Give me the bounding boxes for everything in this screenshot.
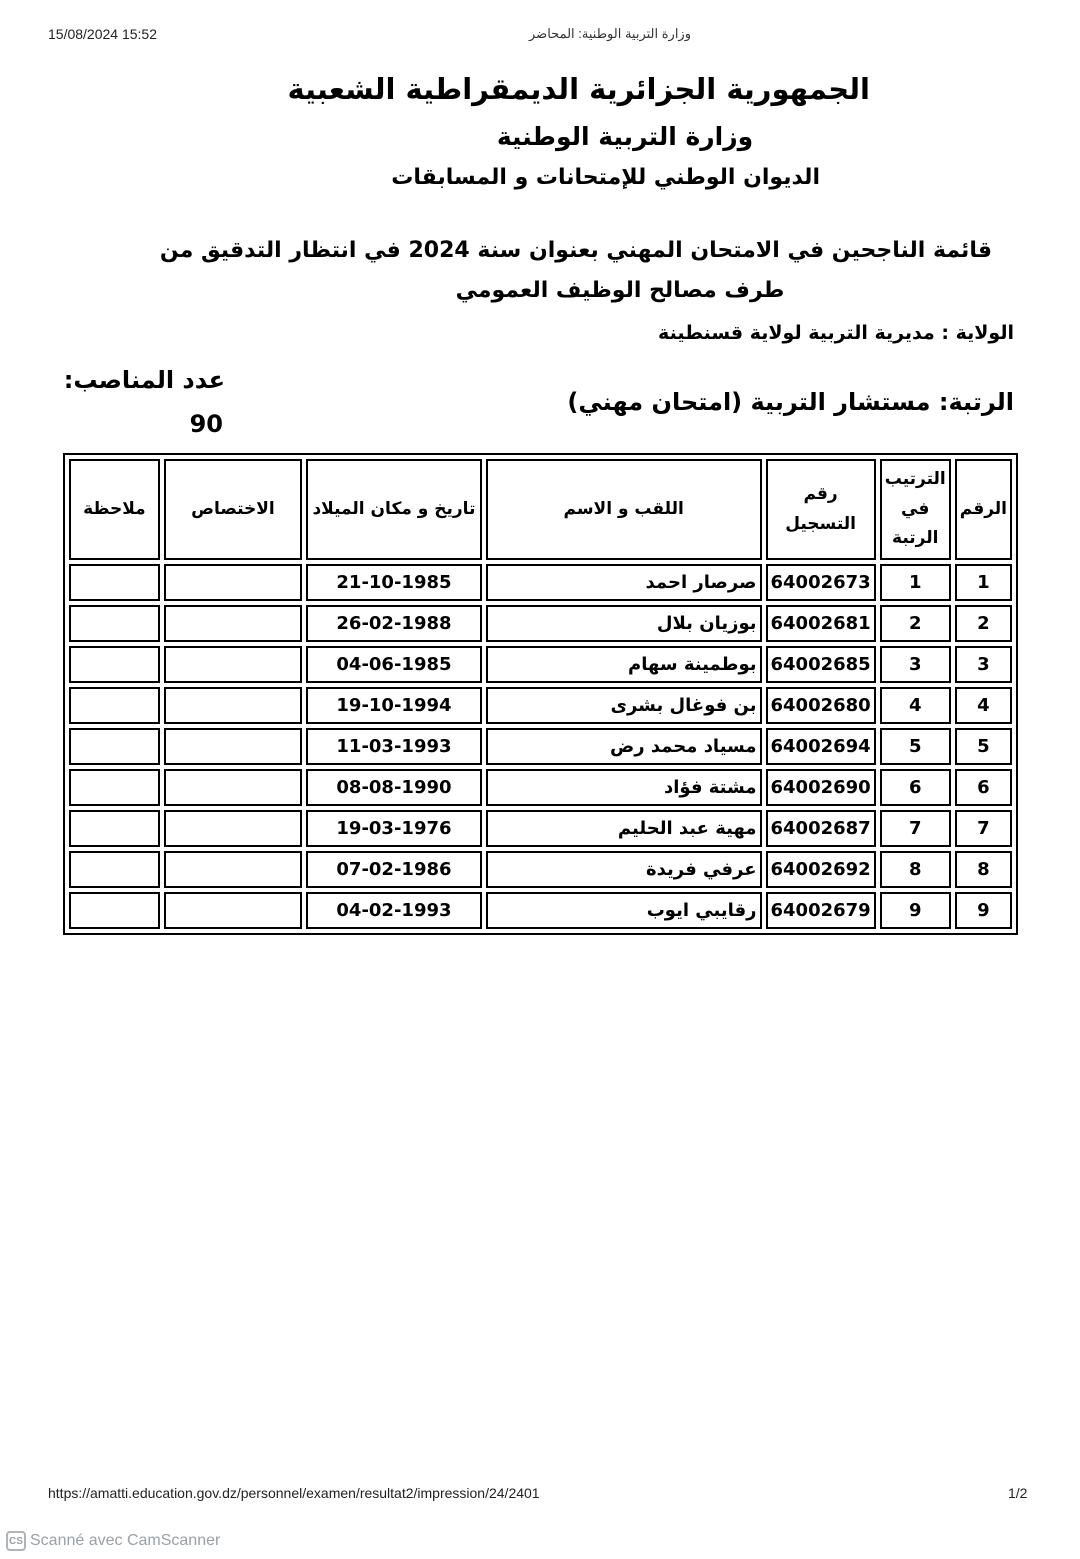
cell-name: عرفي فريدة [486,851,762,888]
rank-label: الرتبة: مستشار التربية (امتحان مهني) [567,388,1014,416]
cell-rank: 7 [880,810,951,847]
republic-heading: الجمهورية الجزائرية الديمقراطية الشعبية [287,72,870,106]
cell-num: 9 [955,892,1012,929]
header-name: اللقب و الاسم [486,459,762,560]
cell-note [69,605,160,642]
header-registration: رقم التسجيل [766,459,876,560]
cell-name: رقايبي ايوب [486,892,762,929]
cell-registration: 64002687 [766,810,876,847]
wilaya-label: الولاية : مديرية التربية لولاية قسنطينة [658,322,1014,344]
cell-note [69,564,160,601]
table-row [69,728,1012,765]
cell-name: مسياد محمد رض [486,728,762,765]
table-row [69,810,1012,847]
ministry-heading: وزارة التربية الوطنية [496,122,754,151]
page-number: 1/2 [1008,1485,1028,1501]
cell-registration: 64002685 [766,646,876,683]
cell-registration: 64002673 [766,564,876,601]
cell-note [69,851,160,888]
header-specialty: الاختصاص [164,459,302,560]
cell-num: 7 [955,810,1012,847]
cell-note [69,769,160,806]
cell-name: بوطمينة سهام [486,646,762,683]
print-page-title: وزارة التربية الوطنية: المحاضر [529,26,691,41]
cell-registration: 64002694 [766,728,876,765]
camscanner-watermark [6,1531,220,1551]
cell-rank: 5 [880,728,951,765]
cell-rank: 4 [880,687,951,724]
cell-note [69,892,160,929]
cell-specialty [164,646,302,683]
cell-specialty [164,892,302,929]
cell-specialty [164,810,302,847]
cell-birth: 26-02-1988 [306,605,482,642]
cell-birth: 21-10-1985 [306,564,482,601]
cell-birth: 08-08-1990 [306,769,482,806]
cell-rank: 2 [880,605,951,642]
cell-note [69,687,160,724]
cell-rank: 6 [880,769,951,806]
cell-specialty [164,687,302,724]
posts-count-label: عدد المناصب: [63,366,225,394]
cell-note [69,728,160,765]
cell-specialty [164,769,302,806]
cell-name: مهية عبد الحليم [486,810,762,847]
cell-registration: 64002692 [766,851,876,888]
cell-name: صرصار احمد [486,564,762,601]
header-note: ملاحظة [69,459,160,560]
cell-rank: 8 [880,851,951,888]
table-header-row [69,459,1012,560]
table-row [69,892,1012,929]
cell-rank: 1 [880,564,951,601]
cell-name: مشتة فؤاد [486,769,762,806]
cell-specialty [164,728,302,765]
cell-registration: 64002680 [766,687,876,724]
cell-birth: 04-02-1993 [306,892,482,929]
list-title-line1: قائمة الناجحين في الامتحان المهني بعنوان سنة 2024 في انتظار التدقيق من [159,238,992,263]
table-row [69,564,1012,601]
cell-birth: 04-06-1985 [306,646,482,683]
cell-num: 2 [955,605,1012,642]
cell-num: 8 [955,851,1012,888]
camscanner-label: Scanné avec CamScanner [30,1532,221,1549]
cell-specialty [164,605,302,642]
table-row [69,851,1012,888]
cell-num: 3 [955,646,1012,683]
camscanner-icon: CS [6,1531,26,1551]
cell-num: 5 [955,728,1012,765]
table-row [69,605,1012,642]
cell-registration: 64002681 [766,605,876,642]
cell-birth: 11-03-1993 [306,728,482,765]
cell-registration: 64002690 [766,769,876,806]
list-title-line2: طرف مصالح الوظيف العمومي [455,278,785,303]
header-rank-order: الترتيب في الرتبة [880,459,951,560]
table-row [69,769,1012,806]
cell-num: 4 [955,687,1012,724]
cell-birth: 07-02-1986 [306,851,482,888]
header-num: الرقم [955,459,1012,560]
office-heading: الديوان الوطني للإمتحانات و المسابقات [391,165,820,190]
cell-specialty [164,851,302,888]
table-row [69,646,1012,683]
print-datetime: 15/08/2024 15:52 [48,26,157,42]
cell-name: بوزيان بلال [486,605,762,642]
table-row [69,687,1012,724]
print-url: https://amatti.education.gov.dz/personnel/examen/resultat2/impression/24/2401 [48,1485,540,1501]
header-birth: تاريخ و مكان الميلاد [306,459,482,560]
cell-name: بن فوغال بشرى [486,687,762,724]
cell-birth: 19-10-1994 [306,687,482,724]
cell-num: 6 [955,769,1012,806]
posts-count-value: 90 [189,410,223,438]
cell-rank: 3 [880,646,951,683]
cell-rank: 9 [880,892,951,929]
cell-note [69,646,160,683]
results-table [63,453,1018,935]
cell-note [69,810,160,847]
cell-birth: 19-03-1976 [306,810,482,847]
cell-specialty [164,564,302,601]
cell-registration: 64002679 [766,892,876,929]
cell-num: 1 [955,564,1012,601]
